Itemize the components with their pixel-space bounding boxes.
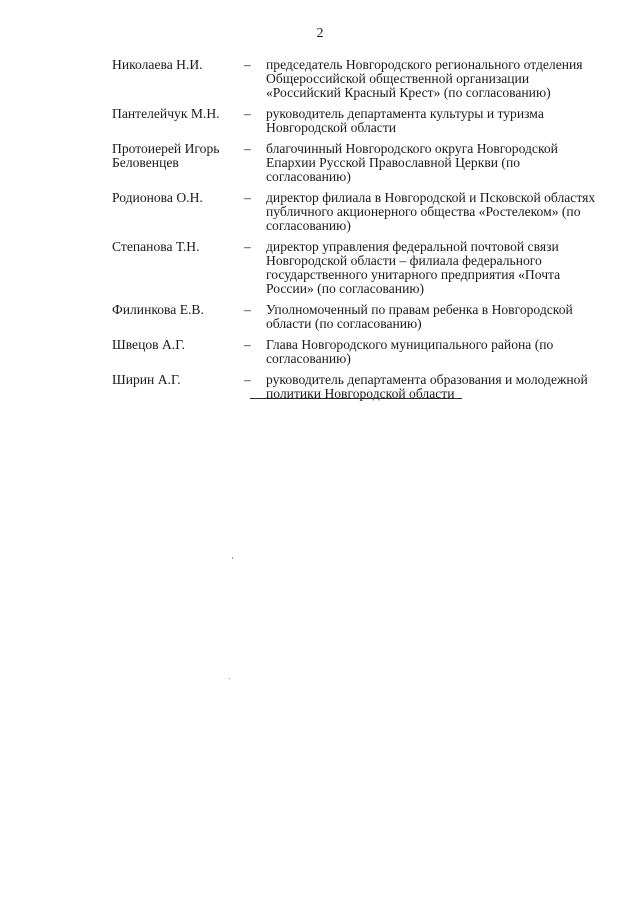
end-of-list-rule [250, 398, 462, 399]
member-position: Уполномоченный по правам ребенка в Новгородской области (по согласованию) [266, 302, 573, 331]
list-item [112, 58, 612, 100]
member-position: руководитель департамента образования и молодежной политики Новгородской области [266, 372, 588, 401]
scan-speck [232, 557, 233, 559]
member-list [112, 58, 612, 408]
scan-speck [229, 678, 230, 679]
member-position: директор филиала в Новгородской и Псковской областях публичного акционерного общества «Ростелеком» (по согласованию) [266, 190, 596, 233]
member-name: Протоиерей Игорь Беловенцев [112, 141, 220, 170]
member-name: Пантелейчук М.Н. [112, 106, 220, 121]
list-item [112, 142, 612, 184]
list-item [112, 240, 612, 296]
list-item [112, 338, 612, 366]
member-position: руководитель департамента культуры и туризма Новгородской области [266, 106, 544, 135]
member-name: Ширин А.Г. [112, 372, 181, 387]
dash-separator: – [244, 372, 251, 387]
page-number: 2 [316, 26, 324, 41]
list-item [112, 373, 612, 401]
member-name: Степанова Т.Н. [112, 239, 200, 254]
member-position: директор управления федеральной почтовой связи Новгородской области – филиала федерального государственного унитарного предприятия «Почта России» (по согласованию) [266, 239, 561, 296]
member-name: Швецов А.Г. [112, 337, 185, 352]
dash-separator: – [244, 239, 251, 254]
member-name: Родионова О.Н. [112, 190, 203, 205]
dash-separator: – [244, 57, 251, 72]
member-name: Филинкова Е.В. [112, 302, 204, 317]
member-position: благочинный Новгородского округа Новгородской Епархии Русской Православной Церкви (по согласованию) [266, 141, 558, 184]
dash-separator: – [244, 106, 251, 121]
member-name: Николаева Н.И. [112, 57, 203, 72]
list-item [112, 191, 612, 233]
list-item [112, 303, 612, 331]
dash-separator: – [244, 337, 251, 352]
member-position: Глава Новгородского муниципального района (по согласованию) [266, 337, 554, 366]
member-position: председатель Новгородского регионального отделения Общероссийской общественной организации «Российский Красный Крест» (по согласованию) [266, 57, 583, 100]
dash-separator: – [244, 190, 251, 205]
list-item [112, 107, 612, 135]
dash-separator: – [244, 302, 251, 317]
dash-separator: – [244, 141, 251, 156]
